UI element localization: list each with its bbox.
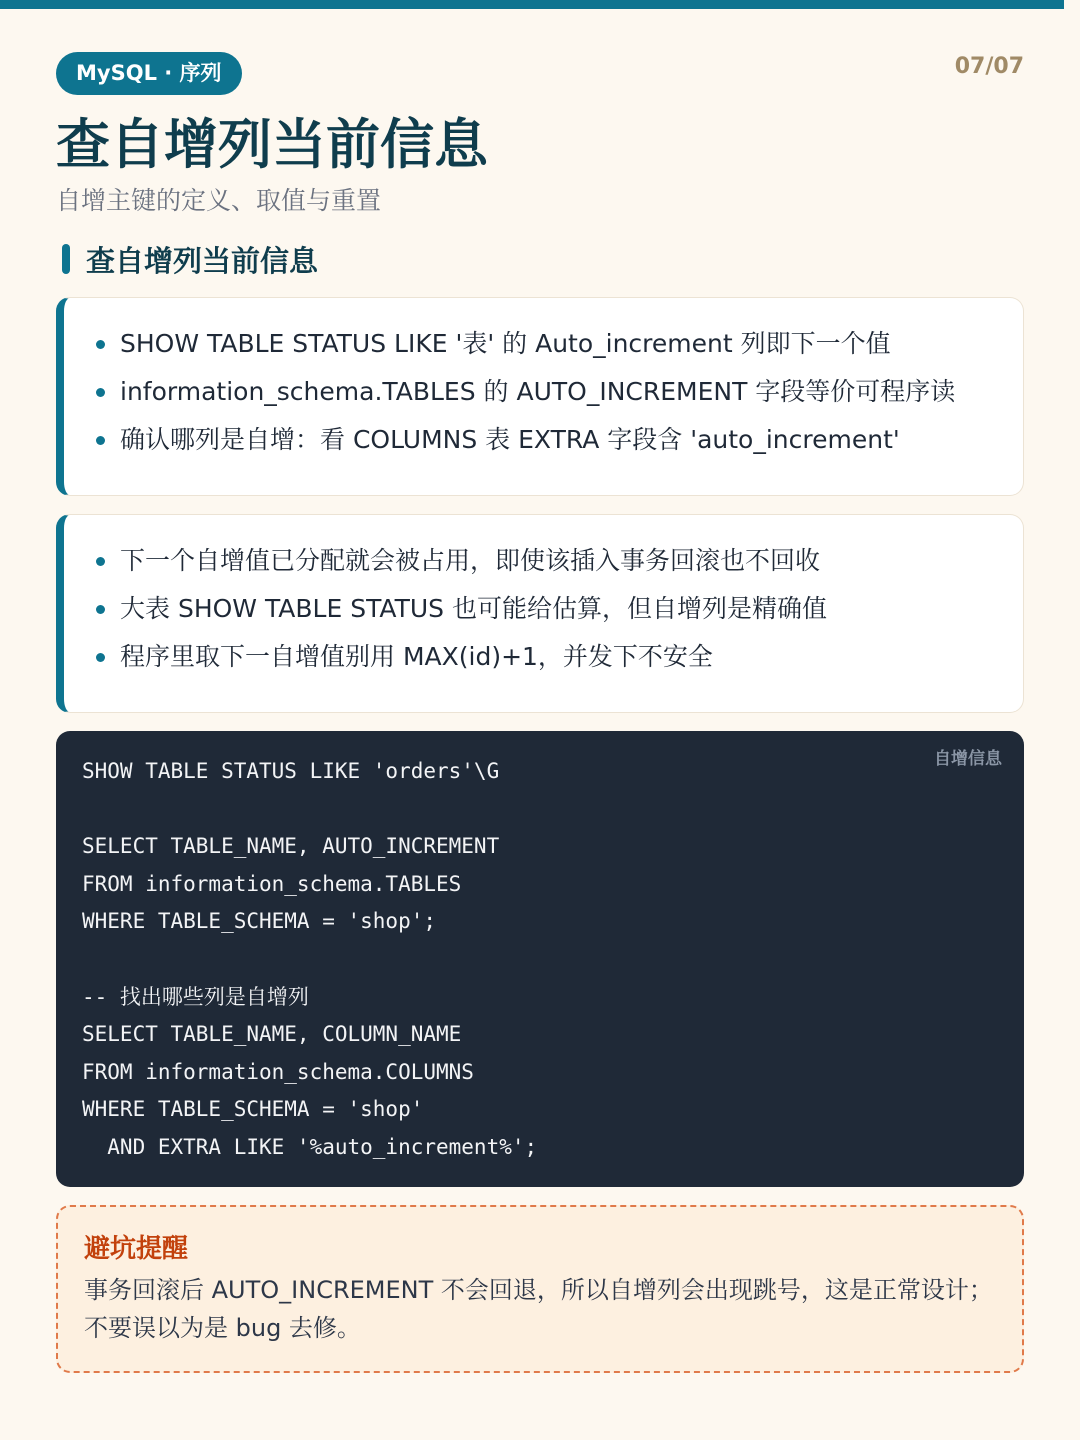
code-line [82,941,998,979]
section-marker [62,244,70,274]
code-line: FROM information_schema.TABLES [82,871,462,896]
section-title: 查自增列当前信息 [86,243,319,278]
bullet-list [96,537,993,681]
topic-badge: MySQL · 序列 [56,52,242,95]
code-tag: 自增信息 [934,749,1002,769]
bullet-list [96,320,993,464]
tip-body: 事务回滚后 AUTO_INCREMENT 不会回退，所以自增列会出现跳号，这是正常设计；不要误以为是 bug 去修。 [84,1276,993,1342]
top-accent-bar [0,0,1064,9]
info-card-2 [56,514,1024,713]
warning-tip-box [56,1205,1024,1373]
bullet-item: 大表 SHOW TABLE STATUS 也可能给估算，但自增列是精确值 [96,585,993,633]
code-line: WHERE TABLE_SCHEMA = 'shop' [82,1097,424,1122]
page-subtitle: 自增主键的定义、取值与重置 [56,186,382,215]
code-line: SHOW TABLE STATUS LIKE 'orders'\G [82,759,500,783]
code-block [56,731,1024,1187]
bullet-item: 下一个自增值已分配就会被占用，即使该插入事务回滚也不回收 [96,537,993,585]
section-heading [62,236,318,282]
code-line: FROM information_schema.COLUMNS [82,1059,474,1084]
bullet-item: information_schema.TABLES 的 AUTO_INCREMENT 字段等价可程序读 [96,368,993,416]
code-comment: -- 找出哪些列是自增列 [82,984,309,1009]
bullet-item: 程序里取下一自增值别用 MAX(id)+1，并发下不安全 [96,633,993,681]
code-line: AND EXTRA LIKE '%auto_increment%'; [82,1134,538,1159]
bullet-item: SHOW TABLE STATUS LIKE '表' 的 Auto_increment 列即下一个值 [96,320,993,368]
code-line [82,791,998,829]
code-line: WHERE TABLE_SCHEMA = 'shop'; [82,909,437,934]
code-line: SELECT TABLE_NAME, AUTO_INCREMENT [82,834,500,859]
tip-title: 避坑提醒 [84,1234,189,1264]
page-title: 查自增列当前信息 [56,113,488,176]
info-card-1 [56,297,1024,496]
bullet-item: 确认哪列是自增：看 COLUMNS 表 EXTRA 字段含 'auto_increment' [96,416,993,464]
page-number: 07/07 [954,54,1024,79]
code-line: SELECT TABLE_NAME, COLUMN_NAME [82,1022,462,1047]
